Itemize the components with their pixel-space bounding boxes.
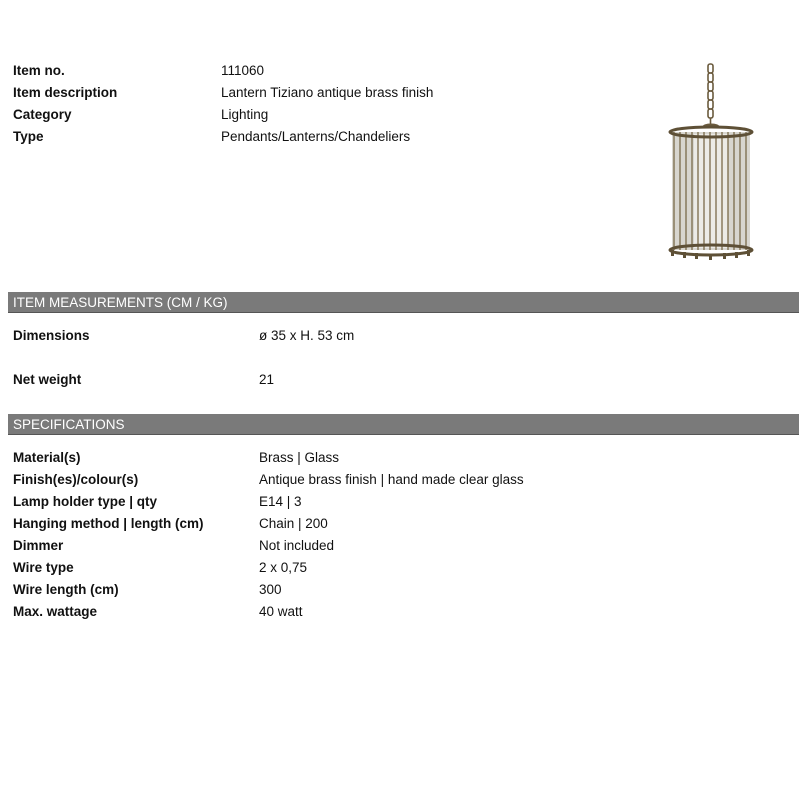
type-label: Type <box>13 129 44 144</box>
item-number-row <box>13 60 265 82</box>
category-row <box>13 104 269 126</box>
wire-type-value: 2 x 0,75 <box>259 560 308 575</box>
spec-row <box>13 557 308 579</box>
dimensions-label: Dimensions <box>13 328 90 343</box>
chain-icon <box>708 64 713 124</box>
max-wattage-value: 40 watt <box>259 604 303 619</box>
spec-row <box>13 535 335 557</box>
dimensions-value: ø 35 x H. 53 cm <box>259 328 355 343</box>
pendant-lantern-image <box>664 62 758 262</box>
hanging-method-value: Chain | 200 <box>259 516 328 531</box>
item-description-value: Lantern Tiziano antique brass finish <box>221 85 434 100</box>
finish-label: Finish(es)/colour(s) <box>13 472 139 487</box>
material-value: Brass | Glass <box>259 450 340 465</box>
spec-row <box>13 601 303 623</box>
hanging-method-label: Hanging method | length (cm) <box>13 516 204 531</box>
material-label: Material(s) <box>13 450 81 465</box>
specifications-header: SPECIFICATIONS <box>8 414 799 435</box>
finish-value: Antique brass finish | hand made clear glass <box>259 472 524 487</box>
spec-row <box>13 513 328 535</box>
item-number-label: Item no. <box>13 63 65 78</box>
item-description-row <box>13 82 434 104</box>
spec-row <box>13 447 340 469</box>
wire-length-label: Wire length (cm) <box>13 582 119 597</box>
category-value: Lighting <box>221 107 269 122</box>
category-label: Category <box>13 107 72 122</box>
wire-length-value: 300 <box>259 582 282 597</box>
type-value: Pendants/Lanterns/Chandeliers <box>221 129 411 144</box>
net-weight-row <box>13 369 275 391</box>
spec-row <box>13 469 524 491</box>
dimensions-row <box>13 325 355 347</box>
lamp-holder-label: Lamp holder type | qty <box>13 494 158 509</box>
wire-type-label: Wire type <box>13 560 74 575</box>
measurements-header: ITEM MEASUREMENTS (CM / KG) <box>8 292 799 313</box>
lamp-holder-value: E14 | 3 <box>259 494 302 509</box>
type-row <box>13 126 411 148</box>
spec-row <box>13 579 282 601</box>
spec-row <box>13 491 302 513</box>
max-wattage-label: Max. wattage <box>13 604 98 619</box>
item-description-label: Item description <box>13 85 118 100</box>
item-number-value: 111060 <box>221 63 265 78</box>
dimmer-label: Dimmer <box>13 538 64 553</box>
net-weight-value: 21 <box>259 372 275 387</box>
net-weight-label: Net weight <box>13 372 82 387</box>
dimmer-value: Not included <box>259 538 335 553</box>
